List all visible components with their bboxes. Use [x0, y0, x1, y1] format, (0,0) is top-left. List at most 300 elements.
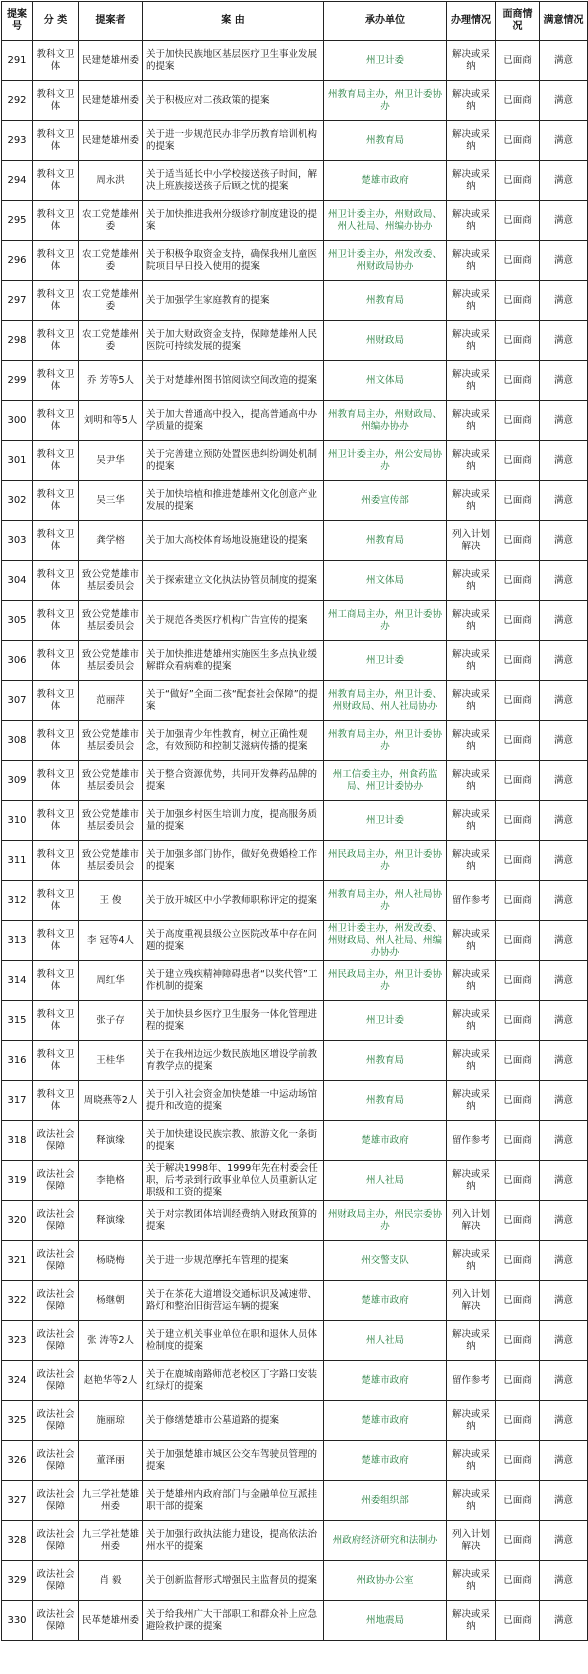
cell-handling-status: 解决或采纳	[447, 1041, 496, 1081]
cell-meeting-status: 已面商	[496, 601, 540, 641]
cell-handling-unit: 州教育局	[324, 281, 447, 321]
cell-satisfaction-status: 满意	[540, 1041, 588, 1081]
cell-handling-status: 解决或采纳	[447, 1561, 496, 1601]
cell-handling-unit: 州人社局	[324, 1321, 447, 1361]
cell-handling-unit: 州委组织部	[324, 1481, 447, 1521]
cell-satisfaction-status: 满意	[540, 641, 588, 681]
table-row	[2, 1241, 588, 1281]
cell-meeting-status: 已面商	[496, 281, 540, 321]
cell-reason: 关于加快推进我州分级诊疗制度建设的提案	[143, 201, 324, 241]
cell-handling-status: 解决或采纳	[447, 201, 496, 241]
table-row	[2, 921, 588, 961]
cell-proposal-number: 329	[2, 1561, 33, 1601]
cell-handling-unit: 楚雄市政府	[324, 1401, 447, 1441]
cell-handling-unit: 州教育局主办，州卫计委协办	[324, 81, 447, 121]
cell-proposal-number: 325	[2, 1401, 33, 1441]
table-row	[2, 761, 588, 801]
cell-proposal-number: 313	[2, 921, 33, 961]
table-row	[2, 1201, 588, 1241]
cell-handling-status: 解决或采纳	[447, 1321, 496, 1361]
cell-category: 政法社会保障	[33, 1361, 79, 1401]
cell-satisfaction-status: 满意	[540, 921, 588, 961]
cell-satisfaction-status: 满意	[540, 681, 588, 721]
cell-proposer: 吴尹华	[79, 441, 143, 481]
cell-handling-unit: 州民政局主办，州卫计委协办	[324, 841, 447, 881]
cell-proposal-number: 308	[2, 721, 33, 761]
cell-proposer: 张 涛等2人	[79, 1321, 143, 1361]
cell-handling-unit: 州教育局主办，州卫计委、州财政局、州人社局协办	[324, 681, 447, 721]
cell-handling-status: 解决或采纳	[447, 641, 496, 681]
cell-proposer: 李 冠等4人	[79, 921, 143, 961]
cell-category: 教科文卫体	[33, 241, 79, 281]
cell-category: 教科文卫体	[33, 841, 79, 881]
cell-proposal-number: 324	[2, 1361, 33, 1401]
cell-handling-status: 解决或采纳	[447, 361, 496, 401]
cell-handling-unit: 州财政局	[324, 321, 447, 361]
cell-proposal-number: 315	[2, 1001, 33, 1041]
cell-meeting-status: 已面商	[496, 561, 540, 601]
table-row	[2, 481, 588, 521]
cell-handling-status: 解决或采纳	[447, 161, 496, 201]
cell-handling-unit: 州教育局	[324, 521, 447, 561]
header-handling-status: 办理情况	[447, 2, 496, 41]
cell-proposal-number: 318	[2, 1121, 33, 1161]
cell-reason: 关于加强青少年性教育，树立正确性观念，有效预防和控制艾滋病传播的提案	[143, 721, 324, 761]
cell-meeting-status: 已面商	[496, 1401, 540, 1441]
cell-proposer: 九三学社楚雄州委	[79, 1481, 143, 1521]
header-category: 分 类	[33, 2, 79, 41]
cell-reason: 关于积极争取资金支持，确保我州儿童医院项目早日投入使用的提案	[143, 241, 324, 281]
cell-proposer: 龚学榕	[79, 521, 143, 561]
table-row	[2, 1601, 588, 1641]
cell-handling-status: 解决或采纳	[447, 441, 496, 481]
cell-reason: 关于适当延长中小学校接送孩子时间，解决上班族接送孩子后顾之忧的提案	[143, 161, 324, 201]
cell-proposer: 九三学社楚雄州委	[79, 1521, 143, 1561]
cell-satisfaction-status: 满意	[540, 81, 588, 121]
header-proposer: 提案者	[79, 2, 143, 41]
cell-reason: 关于整合资源优势，共同开发彝药品牌的提案	[143, 761, 324, 801]
cell-category: 政法社会保障	[33, 1481, 79, 1521]
table-row	[2, 1001, 588, 1041]
cell-proposer: 杨晓梅	[79, 1241, 143, 1281]
cell-handling-unit: 州工商局主办，州卫计委协办	[324, 601, 447, 641]
cell-satisfaction-status: 满意	[540, 1081, 588, 1121]
cell-reason: 关于楚雄州内政府部门与金融单位互派挂职干部的提案	[143, 1481, 324, 1521]
cell-reason: 关于加快民族地区基层医疗卫生事业发展的提案	[143, 41, 324, 81]
cell-handling-unit: 州教育局主办，州卫计委协办	[324, 721, 447, 761]
cell-category: 教科文卫体	[33, 321, 79, 361]
table-row	[2, 1041, 588, 1081]
table-row	[2, 721, 588, 761]
cell-meeting-status: 已面商	[496, 361, 540, 401]
cell-proposer: 董泽丽	[79, 1441, 143, 1481]
cell-handling-unit: 州卫计委	[324, 41, 447, 81]
cell-proposal-number: 312	[2, 881, 33, 921]
cell-category: 教科文卫体	[33, 161, 79, 201]
cell-satisfaction-status: 满意	[540, 161, 588, 201]
cell-proposer: 致公党楚雄市基层委员会	[79, 601, 143, 641]
cell-satisfaction-status: 满意	[540, 1361, 588, 1401]
cell-meeting-status: 已面商	[496, 1361, 540, 1401]
cell-satisfaction-status: 满意	[540, 961, 588, 1001]
cell-meeting-status: 已面商	[496, 881, 540, 921]
table-row	[2, 201, 588, 241]
cell-proposal-number: 292	[2, 81, 33, 121]
table-row	[2, 1081, 588, 1121]
cell-handling-status: 解决或采纳	[447, 761, 496, 801]
table-row	[2, 961, 588, 1001]
cell-handling-status: 解决或采纳	[447, 41, 496, 81]
cell-handling-status: 解决或采纳	[447, 1601, 496, 1641]
cell-satisfaction-status: 满意	[540, 1321, 588, 1361]
table-row	[2, 441, 588, 481]
cell-handling-unit: 州人社局	[324, 1161, 447, 1201]
cell-satisfaction-status: 满意	[540, 721, 588, 761]
cell-reason: 关于在我州边远少数民族地区增设学前教育教学点的提案	[143, 1041, 324, 1081]
cell-category: 教科文卫体	[33, 1001, 79, 1041]
cell-category: 政法社会保障	[33, 1321, 79, 1361]
header-meeting-status: 面商情况	[496, 2, 540, 41]
table-row	[2, 1361, 588, 1401]
cell-proposal-number: 298	[2, 321, 33, 361]
cell-handling-status: 解决或采纳	[447, 401, 496, 441]
cell-meeting-status: 已面商	[496, 1001, 540, 1041]
cell-meeting-status: 已面商	[496, 41, 540, 81]
cell-handling-status: 解决或采纳	[447, 1241, 496, 1281]
cell-meeting-status: 已面商	[496, 1201, 540, 1241]
cell-proposal-number: 327	[2, 1481, 33, 1521]
cell-meeting-status: 已面商	[496, 481, 540, 521]
cell-handling-unit: 州卫计委主办，州公安局协办	[324, 441, 447, 481]
header-handling-unit: 承办单位	[324, 2, 447, 41]
cell-category: 教科文卫体	[33, 801, 79, 841]
table-row	[2, 1441, 588, 1481]
cell-satisfaction-status: 满意	[540, 281, 588, 321]
header-proposal-number: 提案号	[2, 2, 33, 41]
cell-handling-unit: 州交警支队	[324, 1241, 447, 1281]
cell-proposal-number: 304	[2, 561, 33, 601]
cell-satisfaction-status: 满意	[540, 1441, 588, 1481]
cell-category: 教科文卫体	[33, 921, 79, 961]
cell-meeting-status: 已面商	[496, 841, 540, 881]
cell-proposer: 民建楚雄州委	[79, 41, 143, 81]
cell-category: 政法社会保障	[33, 1121, 79, 1161]
cell-reason: 关于加快推进楚雄州实施医生多点执业缓解群众看病难的提案	[143, 641, 324, 681]
table-row	[2, 521, 588, 561]
cell-satisfaction-status: 满意	[540, 321, 588, 361]
cell-handling-status: 留作参考	[447, 1361, 496, 1401]
cell-proposal-number: 299	[2, 361, 33, 401]
table-row	[2, 41, 588, 81]
cell-reason: 关于加强行政执法能力建设，提高依法治州水平的提案	[143, 1521, 324, 1561]
cell-meeting-status: 已面商	[496, 761, 540, 801]
table-row	[2, 161, 588, 201]
cell-proposal-number: 320	[2, 1201, 33, 1241]
cell-meeting-status: 已面商	[496, 801, 540, 841]
cell-proposer: 民革楚雄州委	[79, 1601, 143, 1641]
cell-proposer: 农工党楚雄州委	[79, 281, 143, 321]
cell-meeting-status: 已面商	[496, 1521, 540, 1561]
cell-reason: 关于在鹿城南路师范老校区丁字路口安装红绿灯的提案	[143, 1361, 324, 1401]
cell-satisfaction-status: 满意	[540, 841, 588, 881]
cell-satisfaction-status: 满意	[540, 401, 588, 441]
cell-category: 政法社会保障	[33, 1561, 79, 1601]
cell-meeting-status: 已面商	[496, 321, 540, 361]
cell-satisfaction-status: 满意	[540, 521, 588, 561]
cell-reason: 关于加强学生家庭教育的提案	[143, 281, 324, 321]
cell-reason: 关于引入社会资金加快楚雄一中运动场馆提升和改造的提案	[143, 1081, 324, 1121]
cell-proposal-number: 300	[2, 401, 33, 441]
cell-handling-status: 解决或采纳	[447, 481, 496, 521]
cell-handling-unit: 州地震局	[324, 1601, 447, 1641]
cell-reason: 关于加强楚雄市城区公交车驾驶员管理的提案	[143, 1441, 324, 1481]
cell-meeting-status: 已面商	[496, 1601, 540, 1641]
table-row	[2, 1561, 588, 1601]
cell-proposal-number: 295	[2, 201, 33, 241]
cell-meeting-status: 已面商	[496, 921, 540, 961]
table-row	[2, 601, 588, 641]
cell-reason: 关于加快县乡医疗卫生服务一体化管理进程的提案	[143, 1001, 324, 1041]
cell-category: 教科文卫体	[33, 441, 79, 481]
cell-proposer: 民建楚雄州委	[79, 81, 143, 121]
cell-reason: 关于加大高校体育场地设施建设的提案	[143, 521, 324, 561]
cell-proposer: 周晓燕等2人	[79, 1081, 143, 1121]
cell-proposer: 农工党楚雄州委	[79, 201, 143, 241]
cell-category: 教科文卫体	[33, 521, 79, 561]
cell-proposal-number: 326	[2, 1441, 33, 1481]
cell-handling-unit: 楚雄市政府	[324, 1121, 447, 1161]
table-row	[2, 361, 588, 401]
cell-handling-status: 解决或采纳	[447, 961, 496, 1001]
table-row	[2, 881, 588, 921]
cell-proposal-number: 322	[2, 1281, 33, 1321]
cell-handling-status: 解决或采纳	[447, 681, 496, 721]
cell-handling-unit: 州政府经济研究和法制办	[324, 1521, 447, 1561]
cell-proposer: 张子存	[79, 1001, 143, 1041]
cell-satisfaction-status: 满意	[540, 481, 588, 521]
cell-handling-status: 列入计划解决	[447, 521, 496, 561]
cell-handling-unit: 州教育局	[324, 1081, 447, 1121]
cell-proposal-number: 296	[2, 241, 33, 281]
cell-proposal-number: 309	[2, 761, 33, 801]
cell-satisfaction-status: 满意	[540, 1561, 588, 1601]
cell-meeting-status: 已面商	[496, 681, 540, 721]
cell-proposal-number: 297	[2, 281, 33, 321]
cell-handling-unit: 州卫计委主办，州发改委、州财政局、州人社局、州编办协办	[324, 921, 447, 961]
cell-handling-unit: 楚雄市政府	[324, 1441, 447, 1481]
cell-proposal-number: 301	[2, 441, 33, 481]
cell-reason: 关于积极应对二孩政策的提案	[143, 81, 324, 121]
cell-handling-status: 解决或采纳	[447, 561, 496, 601]
cell-handling-status: 解决或采纳	[447, 1081, 496, 1121]
cell-meeting-status: 已面商	[496, 1281, 540, 1321]
cell-proposer: 致公党楚雄市基层委员会	[79, 841, 143, 881]
cell-meeting-status: 已面商	[496, 721, 540, 761]
cell-proposer: 致公党楚雄市基层委员会	[79, 801, 143, 841]
cell-satisfaction-status: 满意	[540, 1401, 588, 1441]
cell-proposal-number: 314	[2, 961, 33, 1001]
cell-handling-status: 解决或采纳	[447, 1001, 496, 1041]
proposal-table	[1, 1, 588, 1641]
cell-reason: 关于高度重视县级公立医院改革中存在问题的提案	[143, 921, 324, 961]
table-row	[2, 841, 588, 881]
cell-reason: 关于创新监督形式增强民主监督员的提案	[143, 1561, 324, 1601]
table-row	[2, 681, 588, 721]
cell-handling-status: 解决或采纳	[447, 841, 496, 881]
cell-proposer: 农工党楚雄州委	[79, 241, 143, 281]
cell-handling-unit: 州政协办公室	[324, 1561, 447, 1601]
cell-handling-status: 解决或采纳	[447, 241, 496, 281]
cell-handling-status: 解决或采纳	[447, 1401, 496, 1441]
cell-proposal-number: 293	[2, 121, 33, 161]
cell-reason: 关于建立残疾精神障碍患者“以奖代管”工作机制的提案	[143, 961, 324, 1001]
table-row	[2, 1281, 588, 1321]
cell-proposer: 李艳格	[79, 1161, 143, 1201]
header-reason: 案 由	[143, 2, 324, 41]
cell-proposal-number: 311	[2, 841, 33, 881]
cell-reason: 关于加快培植和推进楚雄州文化创意产业发展的提案	[143, 481, 324, 521]
cell-category: 政法社会保障	[33, 1161, 79, 1201]
cell-reason: 关于加快建设民族宗教、旅游文化一条街的提案	[143, 1121, 324, 1161]
cell-handling-status: 留作参考	[447, 1121, 496, 1161]
table-row	[2, 1521, 588, 1561]
cell-reason: 关于放开城区中小学教师职称评定的提案	[143, 881, 324, 921]
table-row	[2, 641, 588, 681]
cell-handling-unit: 州财政局主办，州民宗委协办	[324, 1201, 447, 1241]
cell-handling-unit: 州教育局	[324, 1041, 447, 1081]
cell-satisfaction-status: 满意	[540, 1001, 588, 1041]
cell-reason: 关于规范各类医疗机构广告宣传的提案	[143, 601, 324, 641]
cell-handling-status: 解决或采纳	[447, 801, 496, 841]
cell-meeting-status: 已面商	[496, 1161, 540, 1201]
cell-category: 教科文卫体	[33, 881, 79, 921]
cell-meeting-status: 已面商	[496, 121, 540, 161]
cell-meeting-status: 已面商	[496, 961, 540, 1001]
cell-category: 教科文卫体	[33, 761, 79, 801]
cell-handling-unit: 州民政局主办，州卫计委协办	[324, 961, 447, 1001]
cell-handling-status: 解决或采纳	[447, 1161, 496, 1201]
cell-meeting-status: 已面商	[496, 241, 540, 281]
cell-meeting-status: 已面商	[496, 161, 540, 201]
cell-handling-status: 解决或采纳	[447, 81, 496, 121]
cell-satisfaction-status: 满意	[540, 441, 588, 481]
cell-reason: 关于解决1998年、1999年先在村委会任职，后考录到行政事业单位人员重新认定职级和工资的提案	[143, 1161, 324, 1201]
table-row	[2, 1481, 588, 1521]
header-row	[2, 2, 588, 41]
cell-reason: 关于对楚雄州图书馆阅读空间改造的提案	[143, 361, 324, 401]
cell-proposer: 吴三华	[79, 481, 143, 521]
cell-proposal-number: 310	[2, 801, 33, 841]
cell-proposal-number: 317	[2, 1081, 33, 1121]
cell-meeting-status: 已面商	[496, 1241, 540, 1281]
cell-handling-status: 解决或采纳	[447, 1481, 496, 1521]
cell-meeting-status: 已面商	[496, 521, 540, 561]
cell-category: 教科文卫体	[33, 121, 79, 161]
cell-reason: 关于完善建立预防处置医患纠纷调处机制的提案	[143, 441, 324, 481]
cell-handling-unit: 州卫计委	[324, 641, 447, 681]
cell-handling-status: 留作参考	[447, 881, 496, 921]
cell-proposer: 施丽琼	[79, 1401, 143, 1441]
cell-meeting-status: 已面商	[496, 441, 540, 481]
cell-category: 教科文卫体	[33, 681, 79, 721]
cell-reason: 关于进一步规范民办非学历教育培训机构的提案	[143, 121, 324, 161]
cell-satisfaction-status: 满意	[540, 601, 588, 641]
cell-handling-unit: 州工信委主办，州食药监局、州卫计委协办	[324, 761, 447, 801]
cell-meeting-status: 已面商	[496, 201, 540, 241]
cell-category: 政法社会保障	[33, 1201, 79, 1241]
cell-handling-unit: 州卫计委主办，州财政局、州人社局、州编办协办	[324, 201, 447, 241]
cell-satisfaction-status: 满意	[540, 801, 588, 841]
cell-satisfaction-status: 满意	[540, 361, 588, 401]
cell-handling-status: 列入计划解决	[447, 1201, 496, 1241]
cell-category: 教科文卫体	[33, 1041, 79, 1081]
table-row	[2, 241, 588, 281]
cell-meeting-status: 已面商	[496, 1481, 540, 1521]
cell-category: 教科文卫体	[33, 361, 79, 401]
table-row	[2, 801, 588, 841]
cell-satisfaction-status: 满意	[540, 121, 588, 161]
cell-reason: 关于给我州广大干部职工和群众补上应急避险救护课的提案	[143, 1601, 324, 1641]
cell-reason: 关于加强乡村医生培训力度，提高服务质量的提案	[143, 801, 324, 841]
cell-satisfaction-status: 满意	[540, 201, 588, 241]
cell-category: 教科文卫体	[33, 401, 79, 441]
cell-category: 教科文卫体	[33, 721, 79, 761]
cell-proposer: 王桂华	[79, 1041, 143, 1081]
cell-handling-unit: 州委宣传部	[324, 481, 447, 521]
cell-category: 政法社会保障	[33, 1521, 79, 1561]
cell-category: 教科文卫体	[33, 641, 79, 681]
cell-category: 政法社会保障	[33, 1281, 79, 1321]
table-row	[2, 121, 588, 161]
table-row	[2, 81, 588, 121]
cell-satisfaction-status: 满意	[540, 1521, 588, 1561]
cell-category: 教科文卫体	[33, 1081, 79, 1121]
cell-category: 教科文卫体	[33, 601, 79, 641]
cell-proposal-number: 316	[2, 1041, 33, 1081]
cell-handling-unit: 州文体局	[324, 361, 447, 401]
cell-meeting-status: 已面商	[496, 1561, 540, 1601]
cell-meeting-status: 已面商	[496, 1081, 540, 1121]
cell-satisfaction-status: 满意	[540, 41, 588, 81]
cell-proposer: 致公党楚雄市基层委员会	[79, 761, 143, 801]
cell-proposal-number: 306	[2, 641, 33, 681]
cell-meeting-status: 已面商	[496, 81, 540, 121]
cell-handling-unit: 州教育局	[324, 121, 447, 161]
cell-category: 教科文卫体	[33, 201, 79, 241]
cell-reason: 关于修缮楚雄市公墓道路的提案	[143, 1401, 324, 1441]
table-row	[2, 401, 588, 441]
cell-proposer: 杨继朝	[79, 1281, 143, 1321]
cell-satisfaction-status: 满意	[540, 1481, 588, 1521]
cell-proposer: 致公党楚雄市基层委员会	[79, 641, 143, 681]
cell-handling-status: 列入计划解决	[447, 1281, 496, 1321]
cell-satisfaction-status: 满意	[540, 1161, 588, 1201]
cell-category: 教科文卫体	[33, 281, 79, 321]
cell-reason: 关于进一步规范摩托车管理的提案	[143, 1241, 324, 1281]
cell-proposer: 释演缘	[79, 1121, 143, 1161]
cell-proposer: 周永洪	[79, 161, 143, 201]
cell-proposal-number: 303	[2, 521, 33, 561]
cell-category: 政法社会保障	[33, 1401, 79, 1441]
cell-meeting-status: 已面商	[496, 1041, 540, 1081]
cell-reason: 关于在茶花大道增设交通标识及减速带、路灯和整治旧街营运车辆的提案	[143, 1281, 324, 1321]
cell-reason: 关于探索建立文化执法协管员制度的提案	[143, 561, 324, 601]
cell-proposer: 释演缘	[79, 1201, 143, 1241]
cell-reason: 关于建立机关事业单位在职和退休人员体检制度的提案	[143, 1321, 324, 1361]
cell-proposal-number: 291	[2, 41, 33, 81]
table-row	[2, 1401, 588, 1441]
cell-meeting-status: 已面商	[496, 1321, 540, 1361]
